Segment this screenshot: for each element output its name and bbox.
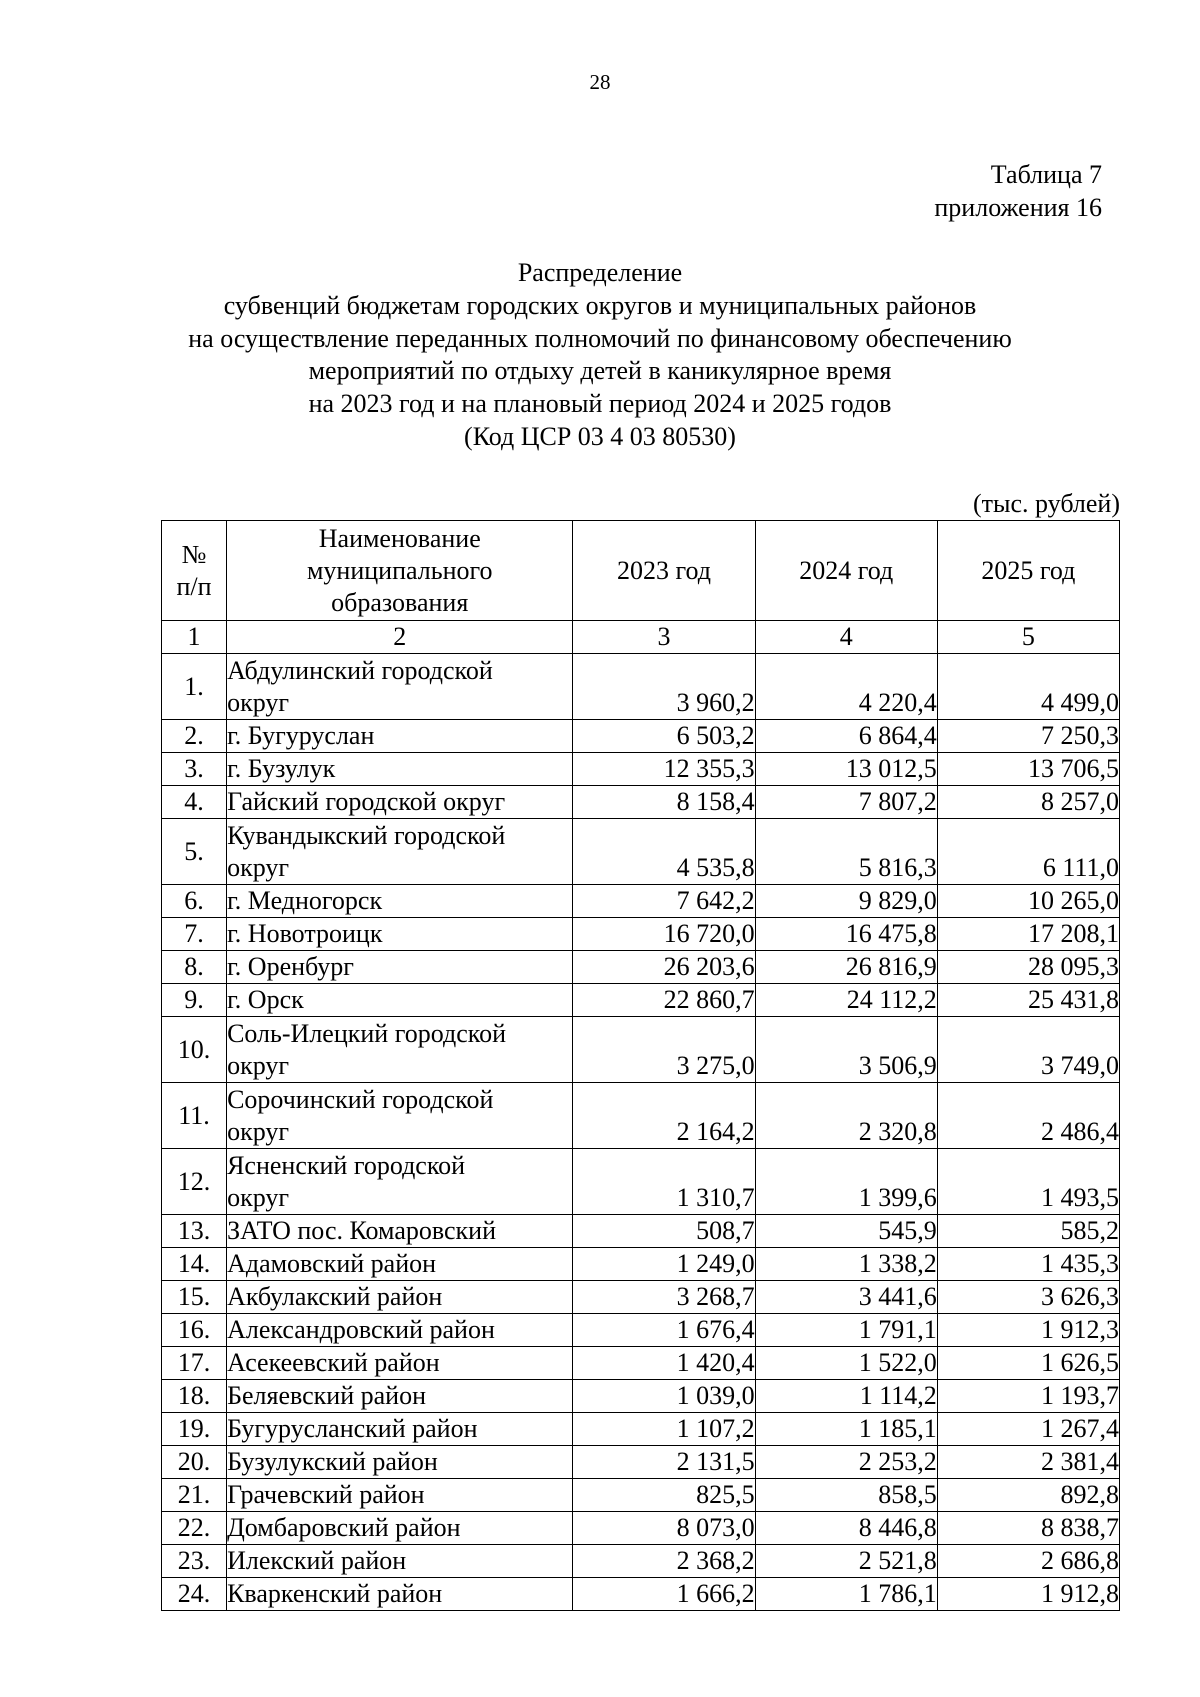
value-2024: 13 012,5 [755,753,937,786]
value-2023: 3 275,0 [573,1017,755,1083]
table-row [162,1281,1120,1314]
value-2025: 892,8 [937,1479,1119,1512]
value-2023: 2 368,2 [573,1545,755,1578]
municipality-name-line: Адамовский район [227,1249,437,1278]
value-2025: 17 208,1 [937,918,1119,951]
value-2025: 6 111,0 [937,819,1119,885]
header-name [227,521,573,621]
value-2024: 8 446,8 [755,1512,937,1545]
municipality-name-line: Домбаровский район [227,1513,461,1542]
municipality-name [227,951,573,984]
municipality-name-line: г. Бузулук [227,754,336,783]
municipality-name-line: округ [227,687,290,717]
municipality-name [227,1578,573,1611]
value-2025: 2 381,4 [937,1446,1119,1479]
value-2024: 16 475,8 [755,918,937,951]
value-2024: 6 864,4 [755,720,937,753]
row-number: 24. [162,1578,227,1611]
table-row [162,918,1120,951]
title-line: мероприятий по отдыху детей в каникулярное время [308,356,892,386]
municipality-name [227,1512,573,1545]
value-2025: 1 267,4 [937,1413,1119,1446]
column-number: 4 [755,621,937,654]
title-line: Распределение [517,258,683,287]
municipality-name [227,786,573,819]
row-number: 13. [162,1215,227,1248]
value-2024: 1 786,1 [755,1578,937,1611]
municipality-name-line: г. Медногорск [227,886,383,915]
municipality-name [227,1446,573,1479]
value-2024: 1 791,1 [755,1314,937,1347]
row-number: 16. [162,1314,227,1347]
row-number: 19. [162,1413,227,1446]
municipality-name-line: ЗАТО пос. Комаровский [227,1216,496,1245]
municipality-name-line: Бугурусланский район [227,1414,478,1443]
municipality-name [227,1149,573,1215]
value-2024: 7 807,2 [755,786,937,819]
value-2023: 1 249,0 [573,1248,755,1281]
municipality-name-line: Ясненский городской [227,1150,466,1180]
municipality-name [227,1413,573,1446]
value-2023: 1 107,2 [573,1413,755,1446]
page-number: 28 [589,70,611,94]
row-number: 2. [162,720,227,753]
value-2023: 3 268,7 [573,1281,755,1314]
header-2024: 2024 год [755,521,937,621]
subsidy-table [161,520,1120,1611]
row-number: 3. [162,753,227,786]
municipality-name-line: Бузулукский район [227,1447,438,1476]
municipality-name-line: Асекеевский район [227,1348,440,1377]
municipality-name-line: Абдулинский городской [227,655,493,685]
column-number-row [162,621,1120,654]
table-row [162,1083,1120,1149]
table-row [162,1479,1120,1512]
value-2025: 13 706,5 [937,753,1119,786]
value-2025: 3 749,0 [937,1017,1119,1083]
title-line: на осуществление переданных полномочий по финансовому обеспечению [188,323,1012,353]
table-row [162,654,1120,720]
header-2023: 2023 год [573,521,755,621]
header-number-line2: п/п [176,571,212,601]
municipality-name [227,1545,573,1578]
municipality-name-line: Сорочинский городской [227,1084,494,1114]
value-2023: 26 203,6 [573,951,755,984]
header-name-line3: образования [331,587,469,617]
table-row [162,786,1120,819]
value-2025: 25 431,8 [937,984,1119,1017]
row-number: 4. [162,786,227,819]
municipality-name-line: округ [227,1050,290,1080]
value-2024: 1 338,2 [755,1248,937,1281]
column-number: 1 [162,621,227,654]
table-row [162,1215,1120,1248]
table-row [162,984,1120,1017]
title-line: (Код ЦСР 03 4 03 80530) [464,421,736,451]
row-number: 20. [162,1446,227,1479]
table-row [162,1314,1120,1347]
row-number: 12. [162,1149,227,1215]
municipality-name [227,1479,573,1512]
municipality-name-line: Илекский район [227,1546,407,1575]
value-2025: 7 250,3 [937,720,1119,753]
value-2024: 3 506,9 [755,1017,937,1083]
value-2024: 545,9 [755,1215,937,1248]
column-number: 3 [573,621,755,654]
municipality-name [227,918,573,951]
row-number: 23. [162,1545,227,1578]
municipality-name-line: Грачевский район [227,1480,425,1509]
value-2023: 16 720,0 [573,918,755,951]
table-row [162,1446,1120,1479]
row-number: 7. [162,918,227,951]
title-line: на 2023 год и на плановый период 2024 и 2025 годов [308,389,892,419]
municipality-name [227,819,573,885]
municipality-name-line: Беляевский район [227,1381,426,1410]
municipality-name-line: Гайский городской округ [227,787,506,816]
value-2025: 2 486,4 [937,1083,1119,1149]
value-2024: 858,5 [755,1479,937,1512]
value-2024: 1 114,2 [755,1380,937,1413]
municipality-name [227,1347,573,1380]
value-2025: 585,2 [937,1215,1119,1248]
municipality-name [227,885,573,918]
value-2023: 22 860,7 [573,984,755,1017]
table-row [162,1017,1120,1083]
value-2023: 7 642,2 [573,885,755,918]
municipality-name [227,1314,573,1347]
value-2025: 1 435,3 [937,1248,1119,1281]
document-title [100,257,1100,454]
table-row [162,1248,1120,1281]
municipality-name [227,984,573,1017]
value-2024: 4 220,4 [755,654,937,720]
table-reference-line2: приложения 16 [934,193,1102,222]
title-line: субвенций бюджетам городских округов и муниципальных районов [223,290,977,320]
value-2024: 2 521,8 [755,1545,937,1578]
table-reference-line1: Таблица 7 [990,160,1102,189]
value-2025: 1 912,8 [937,1578,1119,1611]
municipality-name-line: г. Новотроицк [227,919,383,948]
table-row [162,1578,1120,1611]
value-2023: 8 073,0 [573,1512,755,1545]
value-2025: 1 493,5 [937,1149,1119,1215]
row-number: 22. [162,1512,227,1545]
row-number: 8. [162,951,227,984]
value-2024: 3 441,6 [755,1281,937,1314]
header-name-line2: муниципального [306,555,493,585]
row-number: 17. [162,1347,227,1380]
municipality-name-line: г. Оренбург [227,952,354,981]
municipality-name [227,720,573,753]
units-label: (тыс. рублей) [972,489,1120,518]
municipality-name-line: Кваркенский район [227,1579,443,1608]
row-number: 21. [162,1479,227,1512]
municipality-name [227,1281,573,1314]
table-header-row [162,521,1120,621]
value-2024: 2 253,2 [755,1446,937,1479]
table-row [162,720,1120,753]
row-number: 18. [162,1380,227,1413]
value-2024: 1 399,6 [755,1149,937,1215]
row-number: 15. [162,1281,227,1314]
value-2023: 1 676,4 [573,1314,755,1347]
value-2025: 1 193,7 [937,1380,1119,1413]
row-number: 11. [162,1083,227,1149]
table-row [162,753,1120,786]
municipality-name-line: округ [227,1182,290,1212]
value-2025: 28 095,3 [937,951,1119,984]
value-2024: 24 112,2 [755,984,937,1017]
value-2024: 1 522,0 [755,1347,937,1380]
municipality-name-line: округ [227,852,290,882]
value-2025: 2 686,8 [937,1545,1119,1578]
value-2023: 1 666,2 [573,1578,755,1611]
row-number: 5. [162,819,227,885]
municipality-name [227,1248,573,1281]
table-row [162,1149,1120,1215]
row-number: 1. [162,654,227,720]
municipality-name [227,1017,573,1083]
value-2025: 10 265,0 [937,885,1119,918]
table-reference [934,158,1102,224]
municipality-name [227,753,573,786]
value-2025: 8 257,0 [937,786,1119,819]
value-2023: 4 535,8 [573,819,755,885]
value-2025: 1 912,3 [937,1314,1119,1347]
municipality-name-line: Александровский район [227,1315,495,1344]
table-row [162,1347,1120,1380]
header-number-line1: № [181,539,207,569]
row-number: 10. [162,1017,227,1083]
municipality-name [227,1083,573,1149]
row-number: 9. [162,984,227,1017]
value-2023: 1 039,0 [573,1380,755,1413]
table-row [162,1413,1120,1446]
header-2025: 2025 год [937,521,1119,621]
value-2025: 4 499,0 [937,654,1119,720]
value-2023: 1 420,4 [573,1347,755,1380]
municipality-name-line: Акбулакский район [227,1282,443,1311]
value-2023: 2 164,2 [573,1083,755,1149]
value-2023: 3 960,2 [573,654,755,720]
municipality-name-line: Соль-Илецкий городской [227,1018,506,1048]
table-row [162,885,1120,918]
municipality-name [227,654,573,720]
table-row [162,951,1120,984]
value-2024: 1 185,1 [755,1413,937,1446]
header-name-line1: Наименование [318,523,481,553]
column-number: 2 [227,621,573,654]
table-row [162,1545,1120,1578]
value-2023: 6 503,2 [573,720,755,753]
value-2024: 9 829,0 [755,885,937,918]
table-row [162,1380,1120,1413]
municipality-name-line: Кувандыкский городской [227,820,506,850]
value-2023: 8 158,4 [573,786,755,819]
value-2025: 8 838,7 [937,1512,1119,1545]
row-number: 14. [162,1248,227,1281]
value-2025: 1 626,5 [937,1347,1119,1380]
value-2023: 12 355,3 [573,753,755,786]
header-number [162,521,227,621]
value-2023: 1 310,7 [573,1149,755,1215]
value-2024: 2 320,8 [755,1083,937,1149]
value-2024: 5 816,3 [755,819,937,885]
municipality-name [227,1215,573,1248]
row-number: 6. [162,885,227,918]
value-2023: 508,7 [573,1215,755,1248]
column-number: 5 [937,621,1119,654]
municipality-name-line: г. Бугуруслан [227,721,375,750]
municipality-name [227,1380,573,1413]
table-row [162,1512,1120,1545]
value-2023: 825,5 [573,1479,755,1512]
municipality-name-line: округ [227,1116,290,1146]
municipality-name-line: г. Орск [227,985,304,1014]
table-row [162,819,1120,885]
value-2024: 26 816,9 [755,951,937,984]
value-2023: 2 131,5 [573,1446,755,1479]
value-2025: 3 626,3 [937,1281,1119,1314]
table-body [162,654,1120,1611]
